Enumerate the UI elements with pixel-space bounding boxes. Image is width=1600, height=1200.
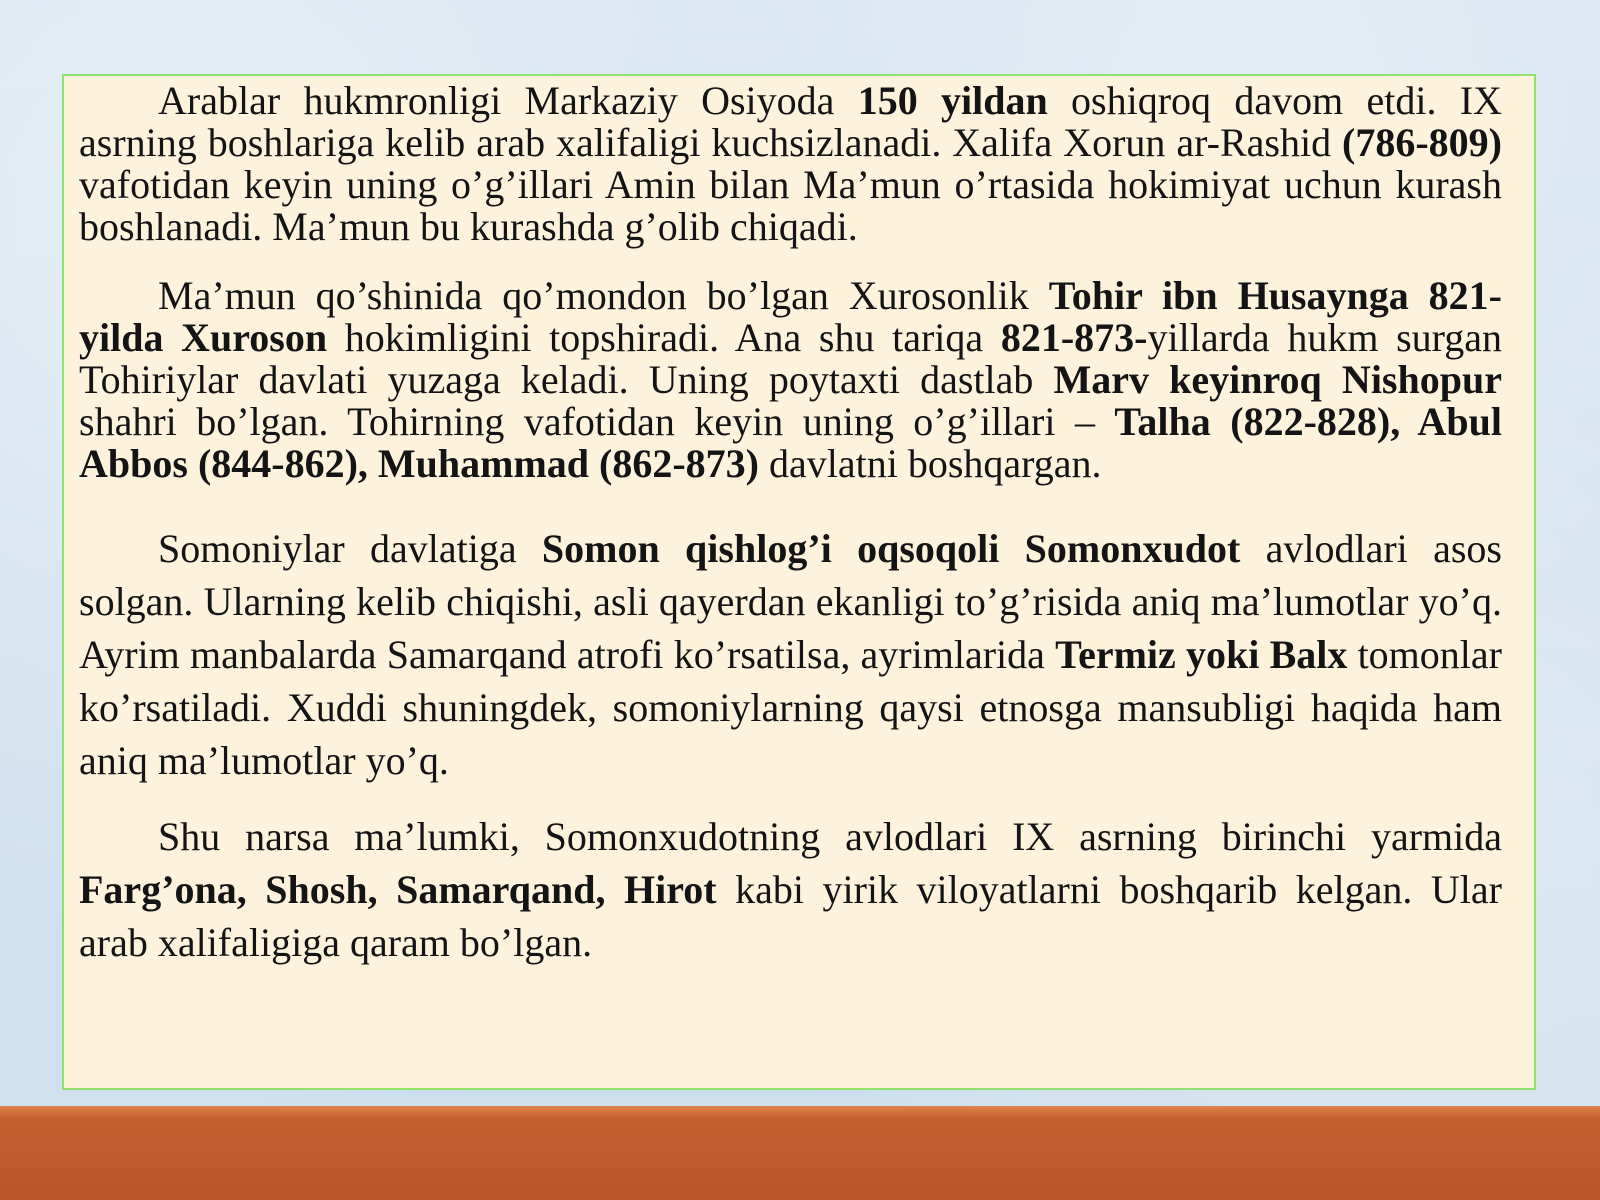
footer-bar xyxy=(0,1106,1600,1200)
bold-text-segment: 150 yildan xyxy=(857,78,1048,123)
bold-text-segment: Tohir ibn Husaynga 821-yilda Xuroson xyxy=(79,273,1502,360)
bold-text-segment: Marv keyinroq Nishopur xyxy=(1053,357,1502,402)
text-segment: davlatni boshqargan. xyxy=(759,441,1102,486)
text-segment: Shu narsa ma’lumki, Somonxudotning avlodlari IX asrning birinchi yarmida xyxy=(158,814,1502,859)
text-segment: Arablar hukmronligi Markaziy Osiyoda xyxy=(158,78,858,123)
text-segment: vafotidan keyin uning o’g’illari Amin bilan Ma’mun o’rtasida hokimiyat uchun kurash boshlanadi. Ma’mun bu kurashda g’olib chiqadi. xyxy=(79,162,1502,249)
text-segment: Ma’mun qo’shinida qo’mondon bo’lgan Xurosonlik xyxy=(158,273,1049,318)
text-segment: shahri bo’lgan. Tohirning vafotidan keyin uning o’g’illari – xyxy=(79,399,1115,444)
bold-text-segment: Talha (822-828), Abul Abbos (844-862), Muhammad (862-873) xyxy=(79,399,1502,486)
text-segment: hokimligini topshiradi. Ana shu tariqa xyxy=(327,315,1001,360)
bold-text-segment: Farg’ona, Shosh, Samarqand, Hirot xyxy=(79,867,717,912)
paragraph-arab-rule xyxy=(79,80,1502,248)
text-segment: kabi yirik viloyatlarni boshqarib kelgan. Ular arab xalifaligiga qaram bo’lgan. xyxy=(79,867,1502,965)
paragraph-somonxudot-descendants xyxy=(79,810,1502,969)
text-segment: oshiqroq davom etdi. IX asrning boshlariga kelib arab xalifaligi kuchsizlanadi. Xalifa Xorun ar-Rashid xyxy=(79,78,1503,165)
text-segment: tomonlar ko’rsatiladi. Xuddi shuningdek, somoniylarning qaysi etnosga mansubligi haqida ham aniq ma’lumotlar yo’q. xyxy=(79,632,1502,783)
paragraph-tohiriylar xyxy=(79,275,1502,485)
text-segment: yillarda hukm surgan Tohiriylar davlati yuzaga keladi. Uning poytaxti dastlab xyxy=(79,315,1503,402)
bold-text-segment: 821-873- xyxy=(1000,315,1148,360)
text-segment: Somoniylar davlatiga xyxy=(158,526,542,571)
text-panel xyxy=(62,74,1536,1090)
bold-text-segment: Termiz yoki Balx xyxy=(1055,632,1348,677)
paragraph-somoniylar-origin xyxy=(79,522,1502,787)
bold-text-segment: Somon qishlog’i oqsoqoli Somonxudot xyxy=(541,526,1241,571)
text-segment: avlodlari asos solgan. Ularning kelib chiqishi, asli qayerdan ekanligi to’g’risida aniq ma’lumotlar yo’q. Ayrim manbalarda Samarqand atrofi ko’rsatilsa, ayrimlarida xyxy=(79,526,1503,677)
bold-text-segment: (786-809) xyxy=(1342,120,1502,165)
